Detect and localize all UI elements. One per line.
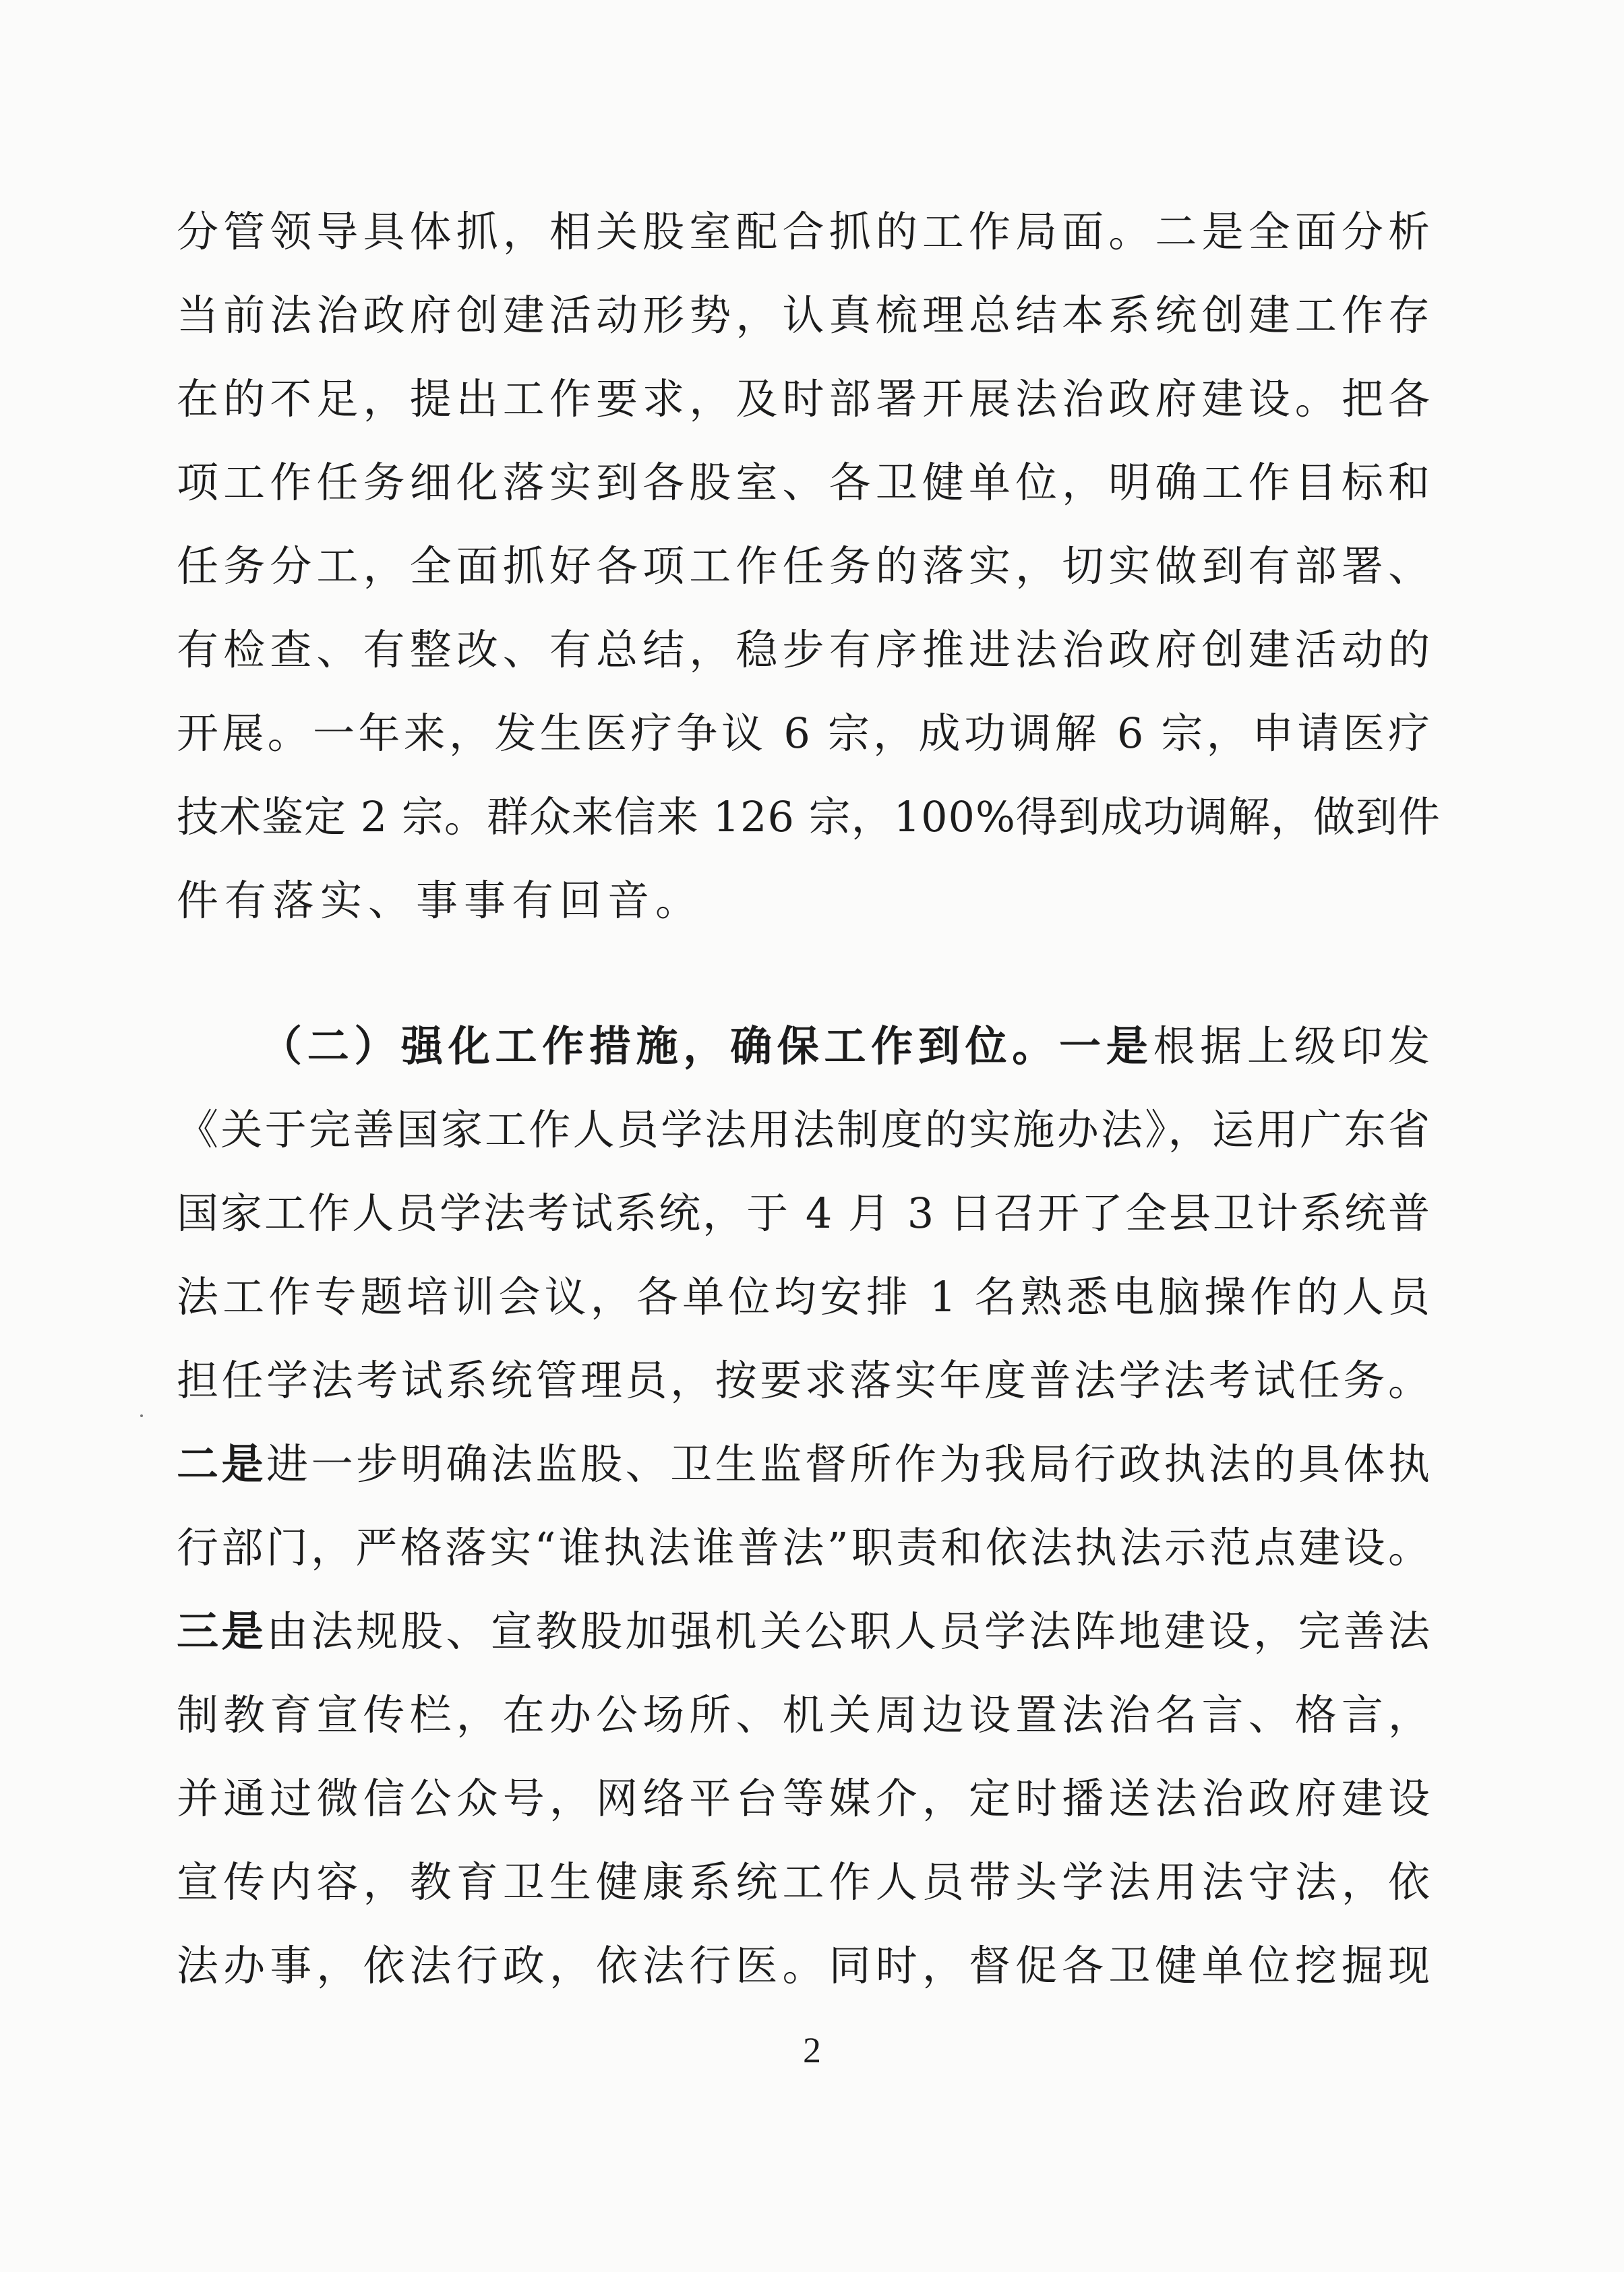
scan-speck (140, 1414, 143, 1417)
text-line: 当前法治政府创建活动形势，认真梳理总结本系统创建工作存 (177, 291, 1431, 340)
paragraph-1 (177, 190, 1441, 943)
text-line: 在的不足，提出工作要求，及时部署开展法治政府建设。把各 (177, 374, 1431, 423)
text-line: 法办事，依法行政，依法行医。同时，督促各卫健单位挖掘现 (177, 1941, 1431, 1990)
text-line: 《关于完善国家工作人员学法用法制度的实施办法》，运用广东省 (177, 1105, 1431, 1154)
point-label: 三是 (177, 1607, 267, 1656)
text-line: 开展。一年来，发生医疗争议 6 宗，成功调解 6 宗，申请医疗 (177, 709, 1431, 758)
section-heading: （二）强化工作措施，确保工作到位。 (260, 1021, 1060, 1071)
point-label: 一是 (1059, 1021, 1153, 1071)
text-line: 法工作专题培训会议，各单位均安排 1 名熟悉电脑操作的人员 (177, 1272, 1431, 1321)
text-line: 并通过微信公众号，网络平台等媒介，定时播送法治政府建设 (177, 1774, 1431, 1823)
text-line: 件有落实、事事有回音。 (177, 876, 704, 925)
text-line: 任务分工，全面抓好各项工作任务的落实，切实做到有部署、 (177, 541, 1431, 591)
page-number: 2 (803, 2030, 821, 2070)
text-line (177, 1005, 1431, 1088)
point-label: 二是 (177, 1439, 267, 1489)
paragraph-2 (177, 1005, 1431, 2008)
text-line: 有检查、有整改、有总结，稳步有序推进法治政府创建活动的 (177, 625, 1431, 674)
text-line (177, 1590, 1431, 1673)
text-line: 技术鉴定 2 宗。群众来信来 126 宗，100%得到成功调解，做到件 (177, 792, 1441, 841)
text-line: 制教育宣传栏，在办公场所、机关周边设置法治名言、格言， (177, 1690, 1431, 1739)
text-line: 分管领导具体抓，相关股室配合抓的工作局面。二是全面分析 (177, 207, 1431, 256)
text-line: 行部门，严格落实“谁执法谁普法”职责和依法执法示范点建设。 (177, 1523, 1431, 1572)
text-line: 项工作任务细化落实到各股室、各卫健单位，明确工作目标和 (177, 458, 1431, 507)
text-run: 根据上级印发 (1153, 1021, 1431, 1071)
text-line: 担任学法考试系统管理员，按要求落实年度普法学法考试任务。 (177, 1356, 1431, 1405)
text-line (177, 1423, 1431, 1506)
text-run: 由法规股、宣教股加强机关公职人员学法阵地建设，完善法 (266, 1607, 1431, 1656)
text-line: 宣传内容，教育卫生健康系统工作人员带头学法用法守法，依 (177, 1857, 1431, 1907)
text-line: 国家工作人员学法考试系统，于 4 月 3 日召开了全县卫计系统普 (177, 1189, 1431, 1238)
text-run: 进一步明确法监股、卫生监督所作为我局行政执法的具体执 (266, 1439, 1431, 1489)
